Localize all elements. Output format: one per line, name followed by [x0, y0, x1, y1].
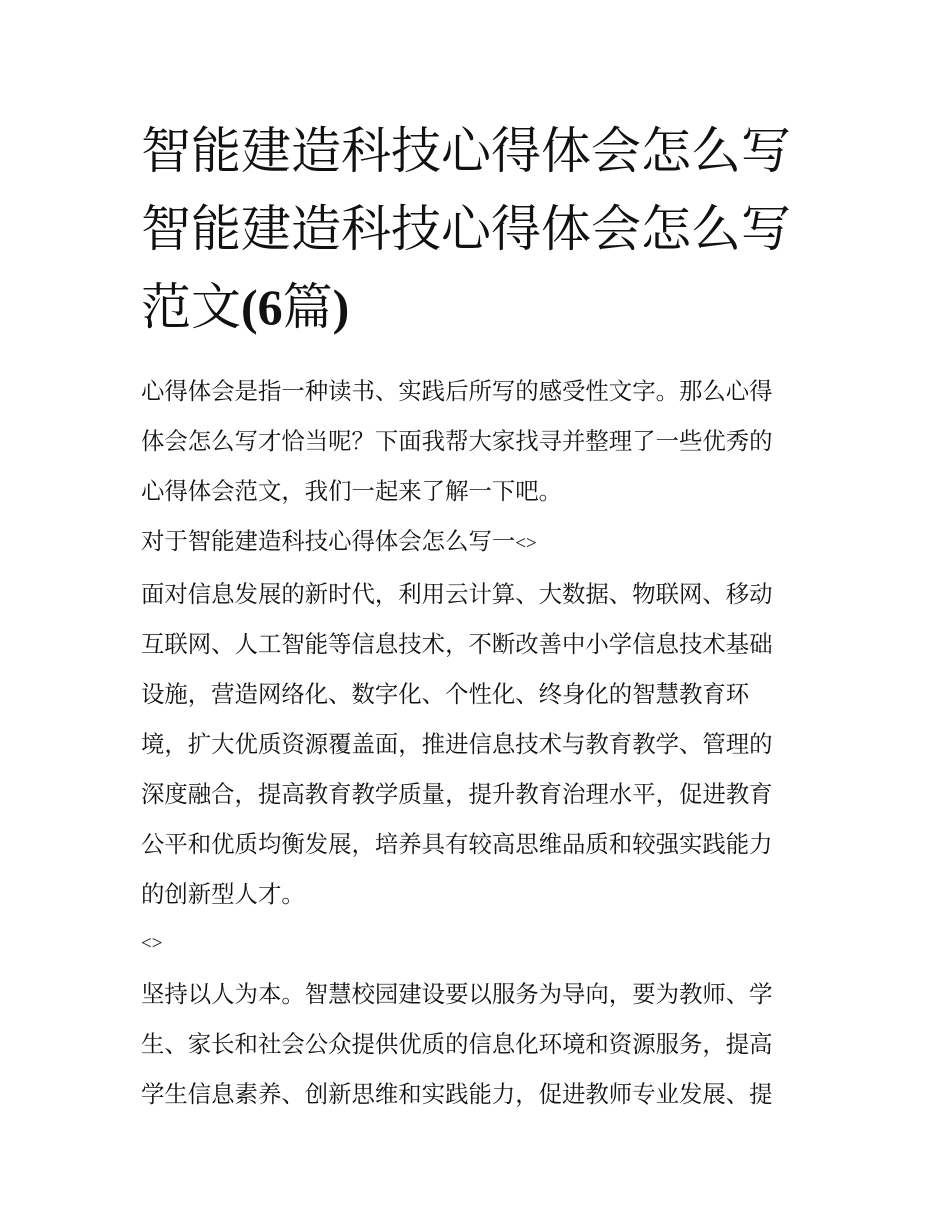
paragraph-2 — [141, 969, 813, 1119]
paragraph-line: 公平和优质均衡发展，培养具有较高思维品质和较强实践能力 — [141, 830, 773, 858]
intro-line: 心得体会是指一种读书、实践后所写的感受性文字。那么心得 — [141, 377, 773, 405]
paragraph-line: 深度融合，提高教育教学质量，提升教育治理水平，促进教育 — [141, 780, 773, 808]
paragraph-line: 设施，营造网络化、数字化、个性化、终身化的智慧教育环 — [141, 680, 750, 708]
section-heading-marker: <> — [515, 533, 537, 554]
section-heading-text: 对于智能建造科技心得体会怎么写一 — [141, 527, 516, 555]
paragraph-line: 生、家长和社会公众提供优质的信息化环境和资源服务，提高 — [141, 1030, 773, 1058]
paragraph-line: 面对信息发展的新时代，利用云计算、大数据、物联网、移动 — [141, 580, 773, 608]
paragraph-1 — [141, 569, 813, 919]
intro-line: 体会怎么写才恰当呢？下面我帮大家找寻并整理了一些优秀的 — [141, 427, 773, 455]
title-line-3-mid: 篇 — [282, 278, 333, 336]
title-count-open: (6 — [241, 279, 283, 335]
title-line-2: 智能建造科技心得体会怎么写 — [141, 200, 791, 258]
paragraph-line: 学生信息素养、创新思维和实践能力，促进教师专业发展、提 — [141, 1080, 773, 1108]
marker-line: <> — [141, 933, 163, 954]
paragraph-line: 坚持以人为本。智慧校园建设要以服务为导向，要为教师、学 — [141, 980, 773, 1008]
paragraph-line: 的创新型人才。 — [141, 880, 305, 908]
document-title — [141, 112, 813, 346]
intro-paragraph — [141, 366, 813, 516]
title-line-3 — [141, 268, 813, 346]
title-line-3-prefix: 范文 — [141, 278, 241, 336]
intro-line: 心得体会范文，我们一起来了解一下吧。 — [141, 477, 563, 505]
section-heading — [141, 516, 813, 569]
document-body — [141, 366, 813, 1119]
title-count-close: ) — [332, 279, 350, 335]
paragraph-line: 境，扩大优质资源覆盖面，推进信息技术与教育教学、管理的 — [141, 730, 773, 758]
title-line-1: 智能建造科技心得体会怎么写 — [141, 122, 791, 180]
paragraph-line: 互联网、人工智能等信息技术，不断改善中小学信息技术基础 — [141, 630, 773, 658]
document-page — [141, 112, 813, 1119]
